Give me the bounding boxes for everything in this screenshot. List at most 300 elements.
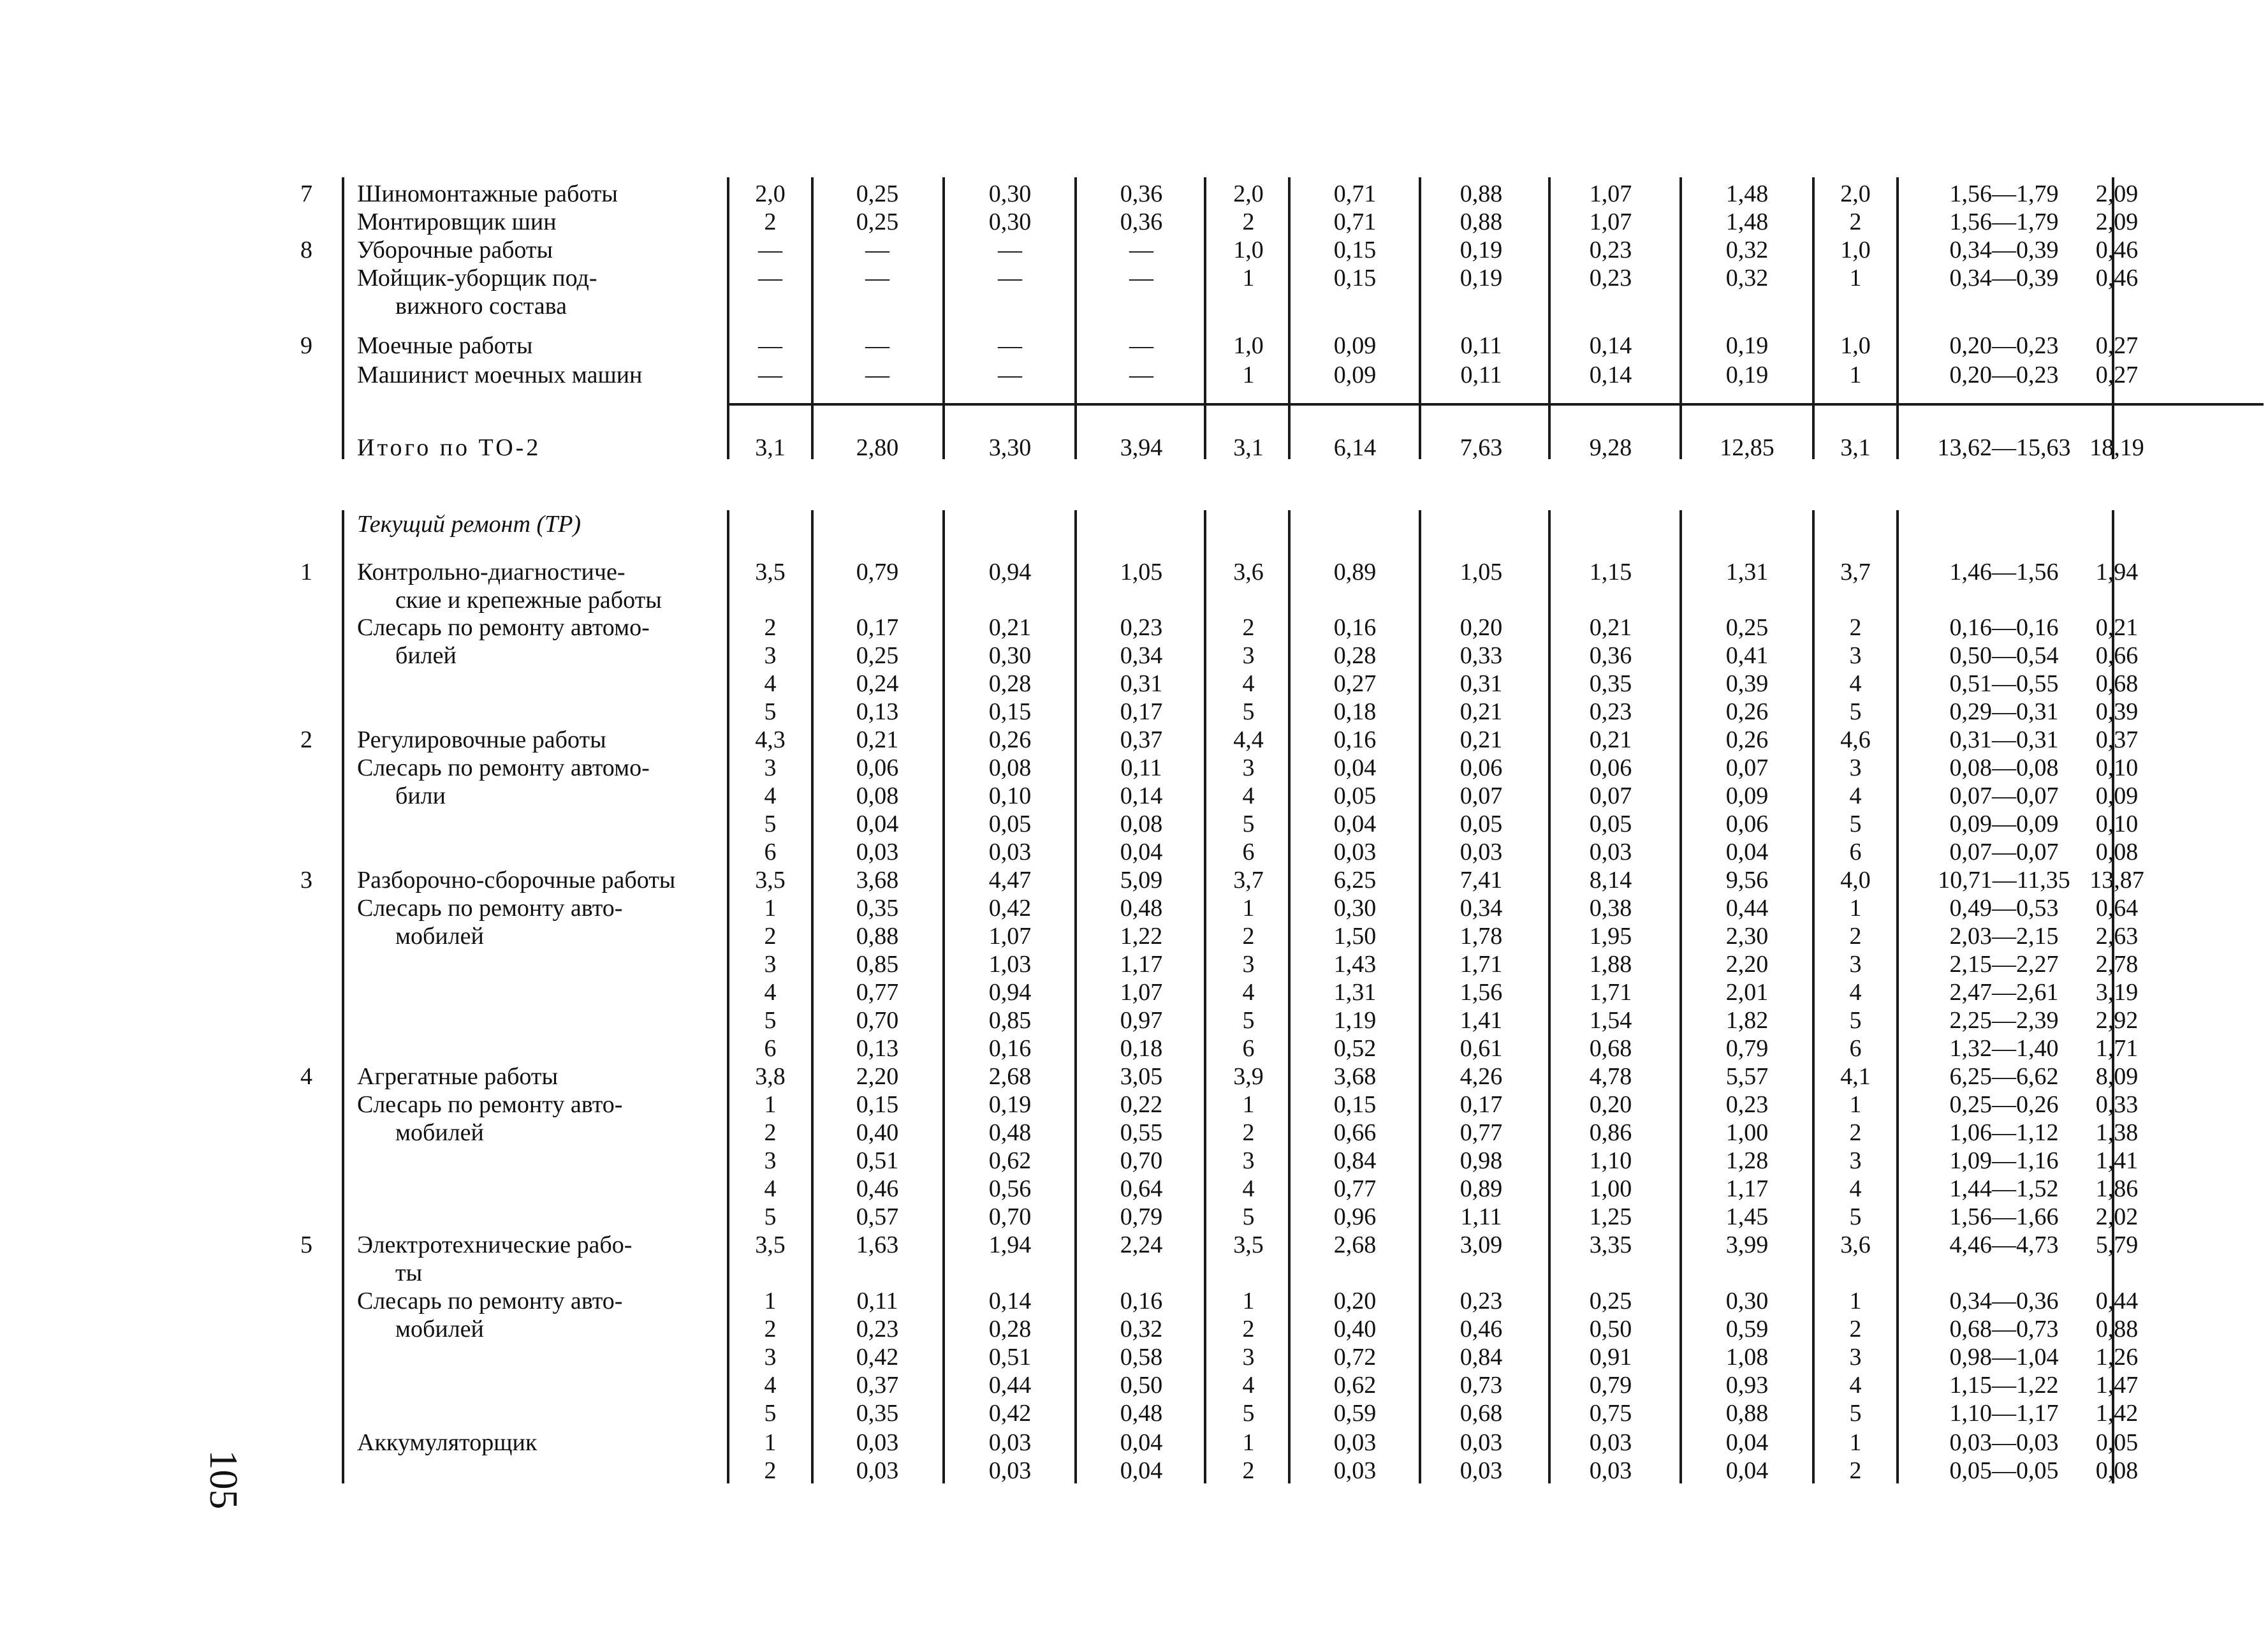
table-cell: 2 [764,614,777,641]
table-cell: 0,05 [1589,811,1632,837]
work-name: Контрольно-диагностиче- [357,559,626,585]
table-cell: 0,15 [856,1091,899,1118]
table-cell: 5 [1242,1203,1255,1230]
table-cell: 1 [764,895,777,922]
table-cell: — [758,237,782,263]
table-cell: 3,7 [1233,867,1264,893]
table-cell: 3,05 [1120,1063,1163,1090]
table-cell: 1,28 [1725,1147,1769,1174]
table-cell: 3,68 [1333,1063,1377,1090]
work-name: Уборочные работы [357,237,553,263]
column-divider [1419,510,1421,1483]
table-cell: 0,36 [1589,642,1632,669]
work-name: мобилей [395,1316,484,1342]
section-heading: Текущий ремонт (ТР) [357,511,582,538]
table-cell: 5 [764,1203,777,1230]
table-cell: 0,25 [1589,1288,1632,1314]
table-cell: 0,21 [988,614,1032,641]
table-cell: 0,08—0,08 [1949,754,2059,781]
work-name: мобилей [395,1119,484,1146]
table-cell: 0,79 [856,559,899,585]
table-cell: 2 [1242,614,1255,641]
table-cell: 1,05 [1460,559,1503,585]
table-cell: — [865,332,889,359]
table-cell: 0,36 [1120,180,1163,207]
table-cell: 3,30 [988,434,1032,461]
table-cell: 0,31—0,31 [1949,726,2059,753]
table-cell: 0,70 [856,1007,899,1034]
table-cell: 4,0 [1840,867,1871,893]
table-cell: 0,09 [1333,362,1377,388]
table-cell: 0,64 [1120,1175,1163,1202]
table-cell: 8,09 [2095,1063,2139,1090]
table-cell: 0,64 [2095,895,2139,922]
table-cell: 0,25 [856,642,899,669]
table-cell: 1,31 [1725,559,1769,585]
table-cell: 3 [1242,1344,1255,1371]
table-cell: 0,46 [1460,1316,1503,1342]
table-cell: 2 [1849,1316,1862,1342]
table-cell: 1 [1242,265,1255,291]
table-cell: 0,59 [1725,1316,1769,1342]
table-cell: 0,34—0,36 [1949,1288,2059,1314]
table-cell: 0,25 [856,209,899,235]
table-cell: 4 [1849,979,1862,1006]
table-cell: 0,06 [1589,754,1632,781]
table-cell: 6 [1242,839,1255,865]
table-cell: 0,03 [1333,1457,1377,1484]
table-cell: 1 [764,1091,777,1118]
column-divider [942,510,945,1483]
table-cell: 1,71 [1589,979,1632,1006]
table-cell: 0,06 [1725,811,1769,837]
table-cell: 0,04 [856,811,899,837]
table-cell: 0,85 [856,951,899,978]
table-cell: 1,54 [1589,1007,1632,1034]
table-cell: 0,59 [1333,1400,1377,1427]
table-cell: 0,20 [1589,1091,1632,1118]
table-cell: 0,03 [988,1457,1032,1484]
table-cell: 0,50 [1120,1372,1163,1399]
table-cell: — [758,265,782,291]
table-cell: 1 [1242,1091,1255,1118]
table-cell: 6,25—6,62 [1949,1063,2059,1090]
table-cell: 5 [1849,1400,1862,1427]
table-cell: 0,25—0,26 [1949,1091,2059,1118]
work-name: Регулировочные работы [357,726,606,753]
table-cell: 0,26 [1725,726,1769,753]
table-cell: 4 [1242,1175,1255,1202]
table-cell: 0,96 [1333,1203,1377,1230]
table-cell: 7,41 [1460,867,1503,893]
table-cell: 0,70 [988,1203,1032,1230]
table-cell: 0,88 [856,923,899,950]
table-cell: 3,8 [755,1063,786,1090]
table-cell: 2,0 [1233,180,1264,207]
table-cell: 4 [764,670,777,697]
table-cell: 4,1 [1840,1063,1871,1090]
table-cell: 5,57 [1725,1063,1769,1090]
table-cell: 4 [1242,783,1255,809]
table-cell: 1,08 [1725,1344,1769,1371]
work-name: вижного состава [395,293,567,320]
table-cell: 2,68 [1333,1232,1377,1258]
table-cell: 0,94 [988,559,1032,585]
table-cell: 0,21 [1460,726,1503,753]
table-cell: 1,41 [1460,1007,1503,1034]
table-cell: 0,21 [2095,614,2139,641]
table-cell: 0,98—1,04 [1949,1344,2059,1371]
table-cell: 2 [1242,1316,1255,1342]
table-cell: 2,78 [2095,951,2139,978]
table-cell: 0,70 [1120,1147,1163,1174]
table-cell: 0,04 [1120,1457,1163,1484]
table-cell: 3,5 [755,1232,786,1258]
table-cell: 0,34 [1120,642,1163,669]
table-cell: 0,05 [1460,811,1503,837]
work-name: Агрегатные работы [357,1063,559,1090]
table-cell: 0,55 [1120,1119,1163,1146]
table-cell: 1,44—1,52 [1949,1175,2059,1202]
table-cell: 0,11 [1460,332,1502,359]
table-cell: 4 [764,1372,777,1399]
table-cell: 1 [1849,895,1862,922]
table-cell: 0,66 [1333,1119,1377,1146]
table-cell: 4,4 [1233,726,1264,753]
table-cell: 1,07 [1589,180,1632,207]
column-divider [1548,177,1551,459]
table-cell: 0,17 [1120,698,1163,725]
table-cell: 1 [1849,265,1862,291]
table-cell: 1,41 [2095,1147,2139,1174]
table-cell: 2 [764,1457,777,1484]
table-cell: 12,85 [1720,434,1774,461]
table-cell: 0,51 [988,1344,1032,1371]
table-cell: 0,07 [1460,783,1503,809]
row-number: 3 [300,867,312,893]
table-cell: 0,37 [2095,726,2139,753]
table-cell: 0,23 [1120,614,1163,641]
table-cell: 0,48 [988,1119,1032,1146]
table-cell: 0,88 [2095,1316,2139,1342]
table-cell: 0,15 [1333,237,1377,263]
table-cell: 0,03 [988,839,1032,865]
table-cell: 1,95 [1589,923,1632,950]
table-cell: 0,08 [2095,1457,2139,1484]
table-cell: 0,16 [1333,726,1377,753]
table-cell: 1,56—1,66 [1949,1203,2059,1230]
table-cell: 0,33 [2095,1091,2139,1118]
work-name: Электротехнические рабо- [357,1232,633,1258]
table-cell: 0,34—0,39 [1949,265,2059,291]
table-cell: 2,09 [2095,180,2139,207]
table-cell: 1,43 [1333,951,1377,978]
column-divider [1548,510,1551,1483]
table-cell: 0,04 [1120,839,1163,865]
table-cell: 0,35 [856,1400,899,1427]
table-cell: 0,11 [856,1288,898,1314]
row-number: 5 [300,1232,312,1258]
table-cell: 1,42 [2095,1400,2139,1427]
table-cell: 3 [1849,754,1862,781]
table-cell: 1,71 [2095,1035,2139,1062]
table-cell: 3 [764,1344,777,1371]
table-cell: 3,94 [1120,434,1163,461]
table-cell: 0,36 [1120,209,1163,235]
table-cell: 0,17 [1460,1091,1503,1118]
table-cell: 0,40 [1333,1316,1377,1342]
table-cell: 3,1 [1840,434,1871,461]
table-cell: — [865,237,889,263]
table-cell: 1,48 [1725,209,1769,235]
table-cell: 0,16—0,16 [1949,614,2059,641]
table-cell: 1,86 [2095,1175,2139,1202]
table-cell: 0,23 [1589,698,1632,725]
table-cell: — [998,332,1022,359]
table-cell: 0,04 [1725,1429,1769,1456]
table-cell: 0,50—0,54 [1949,642,2059,669]
table-cell: 0,06 [856,754,899,781]
table-cell: 1,00 [1725,1119,1769,1146]
table-cell: 5 [764,1400,777,1427]
table-cell: 0,20 [1460,614,1503,641]
table-cell: 0,42 [988,895,1032,922]
table-cell: 0,42 [988,1400,1032,1427]
table-cell: 0,05 [988,811,1032,837]
table-cell: 0,24 [856,670,899,697]
table-cell: 0,21 [1589,614,1632,641]
table-cell: 6 [1849,839,1862,865]
table-cell: 4 [1242,979,1255,1006]
table-cell: 2,20 [856,1063,899,1090]
work-name: мобилей [395,923,484,950]
table-cell: 0,40 [856,1119,899,1146]
table-cell: 0,08 [2095,839,2139,865]
table-cell: 3,68 [856,867,899,893]
table-cell: 3,19 [2095,979,2139,1006]
column-divider [1419,177,1421,459]
table-cell: 1,19 [1333,1007,1377,1034]
table-cell: 0,14 [1589,362,1632,388]
table-cell: 0,33 [1460,642,1503,669]
table-cell: 3 [1849,1147,1862,1174]
table-cell: — [1129,332,1153,359]
table-cell: 7,63 [1460,434,1503,461]
table-cell: 0,08 [856,783,899,809]
table-cell: 0,93 [1725,1372,1769,1399]
table-cell: 0,30 [988,180,1032,207]
table-cell: 8,14 [1589,867,1632,893]
table-cell: 0,88 [1460,209,1503,235]
table-cell: 0,23 [1725,1091,1769,1118]
table-cell: — [1129,265,1153,291]
table-cell: 0,04 [1725,839,1769,865]
table-cell: 0,07—0,07 [1949,839,2059,865]
table-cell: 0,18 [1333,698,1377,725]
table-cell: 1,94 [988,1232,1032,1258]
table-cell: 4 [764,1175,777,1202]
table-cell: 0,46 [2095,237,2139,263]
table-cell: 0,25 [1725,614,1769,641]
total-separator-line [727,403,2264,406]
table-cell: 4 [1242,670,1255,697]
table-cell: 1,56—1,79 [1949,180,2059,207]
table-cell: 0,31 [1460,670,1503,697]
table-cell: 0,30 [1725,1288,1769,1314]
table-cell: 1,07 [1120,979,1163,1006]
table-cell: 0,19 [1725,332,1769,359]
work-name: били [395,783,446,809]
table-cell: 0,03—0,03 [1949,1429,2059,1456]
table-cell: 0,09—0,09 [1949,811,2059,837]
table-cell: 0,57 [856,1203,899,1230]
table-cell: 3 [764,642,777,669]
table-cell: 1,10—1,17 [1949,1400,2059,1427]
work-name: Слесарь по ремонту авто- [357,1288,623,1314]
column-divider [342,177,344,459]
work-name: Монтировщик шин [357,209,557,235]
table-cell: 3 [764,1147,777,1174]
work-name: Разборочно-сборочные работы [357,867,676,893]
table-cell: 1,25 [1589,1203,1632,1230]
table-cell: 2 [764,1119,777,1146]
table-cell: 2 [764,209,777,235]
table-cell: — [998,362,1022,388]
table-cell: 2,24 [1120,1232,1163,1258]
table-cell: 2,0 [755,180,786,207]
table-cell: 4,46—4,73 [1949,1232,2059,1258]
table-cell: 2 [1242,923,1255,950]
table-cell: 0,06 [1460,754,1503,781]
table-cell: 0,38 [1589,895,1632,922]
table-cell: 1,31 [1333,979,1377,1006]
table-cell: 0,26 [1725,698,1769,725]
table-cell: 0,94 [988,979,1032,1006]
table-cell: 0,03 [856,839,899,865]
table-cell: 2,30 [1725,923,1769,950]
table-cell: 6,14 [1333,434,1377,461]
column-divider [942,177,945,459]
table-cell: 10,71—11,35 [1938,867,2070,893]
table-cell: 0,97 [1120,1007,1163,1034]
table-cell: 0,19 [1725,362,1769,388]
table-cell: 1,17 [1725,1175,1769,1202]
table-cell: 1,88 [1589,951,1632,978]
row-number: 4 [300,1063,312,1090]
table-cell: 5,09 [1120,867,1163,893]
row-number: 2 [300,726,312,753]
table-cell: 3,5 [755,559,786,585]
table-cell: 9,28 [1589,434,1632,461]
table-cell: 4,26 [1460,1063,1503,1090]
table-cell: 3 [1849,1344,1862,1371]
column-divider [1074,177,1077,459]
table-cell: 3,9 [1233,1063,1264,1090]
table-cell: 1,17 [1120,951,1163,978]
table-cell: 6,25 [1333,867,1377,893]
work-name: ты [395,1260,423,1286]
work-name: билей [395,642,457,669]
table-cell: 6 [764,1035,777,1062]
table-cell: 0,16 [988,1035,1032,1062]
table-cell: 0,22 [1120,1091,1163,1118]
table-cell: 0,09 [1725,783,1769,809]
table-cell: 4 [1849,1372,1862,1399]
table-cell: 9,56 [1725,867,1769,893]
table-cell: 3 [1849,951,1862,978]
table-cell: 0,62 [1333,1372,1377,1399]
table-cell: 0,37 [856,1372,899,1399]
page-number: 105 [201,1450,245,1510]
table-cell: 6 [1849,1035,1862,1062]
table-cell: 0,18 [1120,1035,1163,1062]
work-name: Машинист моечных машин [357,362,643,388]
table-cell: 2,01 [1725,979,1769,1006]
table-cell: 0,34—0,39 [1949,237,2059,263]
table-cell: 1,15 [1589,559,1632,585]
table-cell: 0,04 [1120,1429,1163,1456]
column-divider [1679,510,1682,1483]
table-cell: 0,15 [1333,1091,1377,1118]
table-cell: 0,88 [1460,180,1503,207]
column-divider [342,510,344,1483]
table-cell: 0,14 [1120,783,1163,809]
table-cell: 4,3 [755,726,786,753]
table-cell: 1 [764,1288,777,1314]
table-cell: — [865,362,889,388]
table-cell: 5 [1242,1400,1255,1427]
table-cell: 6 [764,839,777,865]
table-cell: 0,85 [988,1007,1032,1034]
table-cell: 2,15—2,27 [1949,951,2059,978]
table-cell: 0,20—0,23 [1949,332,2059,359]
table-cell: 0,10 [988,783,1032,809]
table-cell: 0,29—0,31 [1949,698,2059,725]
table-cell: 5 [764,811,777,837]
table-cell: 1,0 [1233,332,1264,359]
table-cell: 0,91 [1589,1344,1632,1371]
table-cell: 2 [1849,1457,1862,1484]
work-name: Шиномонтажные работы [357,180,618,207]
table-cell: 2,92 [2095,1007,2139,1034]
table-cell: 3,5 [1233,1232,1264,1258]
table-cell: 0,30 [1333,895,1377,922]
table-cell: 0,21 [1460,698,1503,725]
table-cell: 0,44 [1725,895,1769,922]
table-cell: 0,05 [1333,783,1377,809]
table-cell: 0,26 [988,726,1032,753]
table-cell: 0,13 [856,698,899,725]
table-cell: 0,04 [1333,811,1377,837]
table-cell: 13,62—15,63 [1937,434,2071,461]
table-cell: 5 [1849,1007,1862,1034]
table-cell: 4,78 [1589,1063,1632,1090]
table-cell: 0,15 [988,698,1032,725]
table-cell: 0,77 [856,979,899,1006]
table-cell: — [1129,237,1153,263]
table-cell: — [1129,362,1153,388]
table-cell: 0,17 [856,614,899,641]
table-cell: 0,89 [1333,559,1377,585]
table-cell: 1,94 [2095,559,2139,585]
table-cell: 0,03 [1460,1457,1503,1484]
table-cell: 5 [1849,698,1862,725]
table-cell: 0,77 [1460,1119,1503,1146]
table-cell: 3 [1242,951,1255,978]
table-cell: 0,28 [988,670,1032,697]
table-cell: 2 [1849,614,1862,641]
table-cell: 3,1 [755,434,786,461]
